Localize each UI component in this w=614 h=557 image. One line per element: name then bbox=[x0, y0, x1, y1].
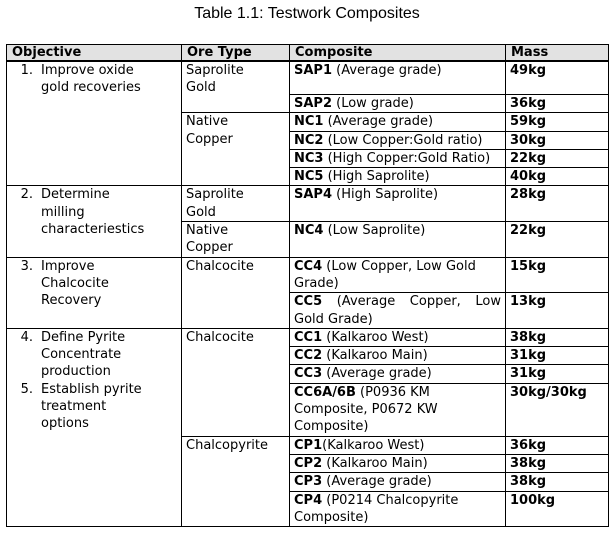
header-objective: Objective bbox=[7, 45, 182, 62]
ore-type-line: Native bbox=[186, 114, 229, 130]
composite-desc: (Average grade) bbox=[323, 114, 434, 130]
composite-cell bbox=[290, 95, 506, 113]
mass-cell: 36kg bbox=[506, 436, 609, 454]
ore-type-cell bbox=[182, 186, 290, 222]
mass-cell: 100kg bbox=[506, 491, 609, 527]
mass-cell: 15kg bbox=[506, 257, 609, 293]
composite-code: CC4 bbox=[294, 258, 323, 274]
composite-desc: (High Copper:Gold Ratio) bbox=[323, 150, 491, 166]
header-row bbox=[7, 45, 609, 62]
composite-code: CC2 bbox=[294, 348, 323, 364]
ore-type-cell bbox=[182, 222, 290, 258]
objective-line: Improve oxide bbox=[41, 63, 134, 78]
composite-desc: (Average grade) bbox=[322, 474, 432, 490]
objective-line: options bbox=[41, 416, 89, 432]
ore-type-cell: Chalcopyrite bbox=[182, 436, 290, 526]
composite-cell bbox=[290, 347, 506, 365]
composite-code: CP4 bbox=[294, 492, 323, 508]
objective-line: Concentrate bbox=[41, 347, 122, 363]
composite-code: CC5 bbox=[294, 294, 323, 310]
composite-code: NC4 bbox=[294, 223, 324, 239]
composite-code: SAP1 bbox=[294, 63, 332, 78]
ore-type-line: Copper bbox=[186, 131, 233, 147]
composite-code: CP3 bbox=[294, 474, 323, 490]
objective-line: Improve bbox=[41, 258, 95, 274]
objective-cell bbox=[7, 61, 182, 186]
mass-cell: 13kg bbox=[506, 293, 609, 329]
mass-cell: 38kg bbox=[506, 473, 609, 491]
composite-cell bbox=[290, 383, 506, 436]
table-row bbox=[7, 186, 609, 222]
composite-code: NC3 bbox=[294, 150, 324, 166]
composite-desc: (Average Copper, Low Gold Grade) bbox=[294, 294, 501, 327]
mass-cell: 38kg bbox=[506, 328, 609, 346]
objective-line: Determine bbox=[41, 187, 110, 203]
composite-code: CC1 bbox=[294, 329, 323, 345]
objective-cell bbox=[7, 328, 182, 526]
mass-cell: 40kg bbox=[506, 168, 609, 186]
composite-desc: (Kalkaroo Main) bbox=[322, 348, 428, 364]
ore-type-line: Gold bbox=[186, 80, 216, 96]
composite-desc: (Low Copper, Low Gold Grade) bbox=[294, 258, 476, 291]
composite-cell bbox=[290, 328, 506, 346]
header-ore-type: Ore Type bbox=[182, 45, 290, 62]
objective-line: milling bbox=[41, 204, 85, 220]
composite-code: NC5 bbox=[294, 169, 324, 185]
composite-code: NC1 bbox=[294, 114, 324, 130]
table-caption: Table 1.1: Testwork Composites bbox=[194, 5, 420, 22]
ore-type-cell: Chalcocite bbox=[182, 257, 290, 328]
ore-type-line: Saprolite bbox=[186, 63, 244, 78]
mass-cell: 31kg bbox=[506, 365, 609, 383]
composite-cell bbox=[290, 293, 506, 329]
composite-code: NC2 bbox=[294, 132, 324, 148]
testwork-composites-table bbox=[6, 44, 609, 527]
composite-desc: (High Saprolite) bbox=[323, 169, 430, 185]
objective-number: 4. bbox=[20, 329, 33, 345]
composite-code: CC6A/6B bbox=[294, 384, 356, 400]
ore-type-line: Saprolite bbox=[186, 187, 244, 203]
header-mass: Mass bbox=[506, 45, 609, 62]
mass-cell: 22kg bbox=[506, 222, 609, 258]
composite-cell bbox=[290, 257, 506, 293]
objective-line: gold recoveries bbox=[41, 80, 141, 96]
composite-desc: (Kalkaroo Main) bbox=[322, 456, 428, 472]
objective-cell bbox=[7, 257, 182, 328]
composite-code: CP1 bbox=[294, 437, 323, 453]
composite-desc: (Average grade) bbox=[332, 63, 442, 78]
objective-number: 2. bbox=[20, 187, 33, 203]
composite-desc: (Low Copper:Gold ratio) bbox=[323, 132, 483, 148]
objective-line: Chalcocite bbox=[41, 275, 109, 291]
objective-line: production bbox=[41, 364, 111, 380]
objective-line: Establish pyrite bbox=[41, 381, 142, 397]
composite-cell bbox=[290, 222, 506, 258]
composite-cell bbox=[290, 186, 506, 222]
objective-number: 1. bbox=[20, 63, 33, 78]
composite-cell bbox=[290, 149, 506, 167]
ore-type-line: Native bbox=[186, 223, 229, 239]
composite-code: SAP4 bbox=[294, 187, 332, 203]
ore-type-cell bbox=[182, 61, 290, 113]
composite-desc: (P0214 Chalcopyrite Composite) bbox=[294, 492, 459, 525]
mass-cell: 22kg bbox=[506, 149, 609, 167]
mass-cell: 30kg bbox=[506, 131, 609, 149]
composite-code: SAP2 bbox=[294, 96, 332, 111]
objective-line: characteriestics bbox=[41, 222, 145, 238]
header-composite: Composite bbox=[290, 45, 506, 62]
composite-desc: (Kalkaroo West) bbox=[322, 329, 429, 345]
table-row bbox=[7, 257, 609, 293]
ore-type-line: Gold bbox=[186, 204, 216, 220]
table-row bbox=[7, 328, 609, 346]
composite-desc: (P0936 KM Composite, P0672 KW Composite) bbox=[294, 384, 438, 435]
composite-cell bbox=[290, 491, 506, 527]
composite-cell bbox=[290, 365, 506, 383]
composite-cell bbox=[290, 168, 506, 186]
composite-cell bbox=[290, 131, 506, 149]
mass-cell: 36kg bbox=[506, 95, 609, 113]
composite-desc: (High Saprolite) bbox=[332, 187, 439, 203]
composite-cell bbox=[290, 436, 506, 454]
objective-line: Recovery bbox=[41, 293, 102, 309]
composite-cell bbox=[290, 455, 506, 473]
composite-desc: (Low Saprolite) bbox=[323, 223, 426, 239]
mass-cell: 31kg bbox=[506, 347, 609, 365]
objective-number: 3. bbox=[20, 258, 33, 274]
objective-line: treatment bbox=[41, 399, 107, 415]
ore-type-line: Copper bbox=[186, 240, 233, 256]
table-row bbox=[7, 61, 609, 95]
objective-number: 5. bbox=[20, 381, 33, 397]
mass-cell: 28kg bbox=[506, 186, 609, 222]
ore-type-cell: Chalcocite bbox=[182, 328, 290, 436]
composite-desc: (Kalkaroo West) bbox=[322, 437, 425, 453]
composite-cell bbox=[290, 113, 506, 131]
composite-cell bbox=[290, 61, 506, 95]
mass-cell: 59kg bbox=[506, 113, 609, 131]
composite-desc: (Low grade) bbox=[332, 96, 414, 111]
objective-line: Define Pyrite bbox=[41, 329, 126, 345]
ore-type-cell bbox=[182, 113, 290, 186]
objective-cell bbox=[7, 186, 182, 257]
mass-cell: 49kg bbox=[506, 61, 609, 95]
composite-desc: (Average grade) bbox=[322, 366, 432, 382]
composite-cell bbox=[290, 473, 506, 491]
mass-cell: 38kg bbox=[506, 455, 609, 473]
mass-cell: 30kg/30kg bbox=[506, 383, 609, 436]
composite-code: CC3 bbox=[294, 366, 323, 382]
composite-code: CP2 bbox=[294, 456, 323, 472]
